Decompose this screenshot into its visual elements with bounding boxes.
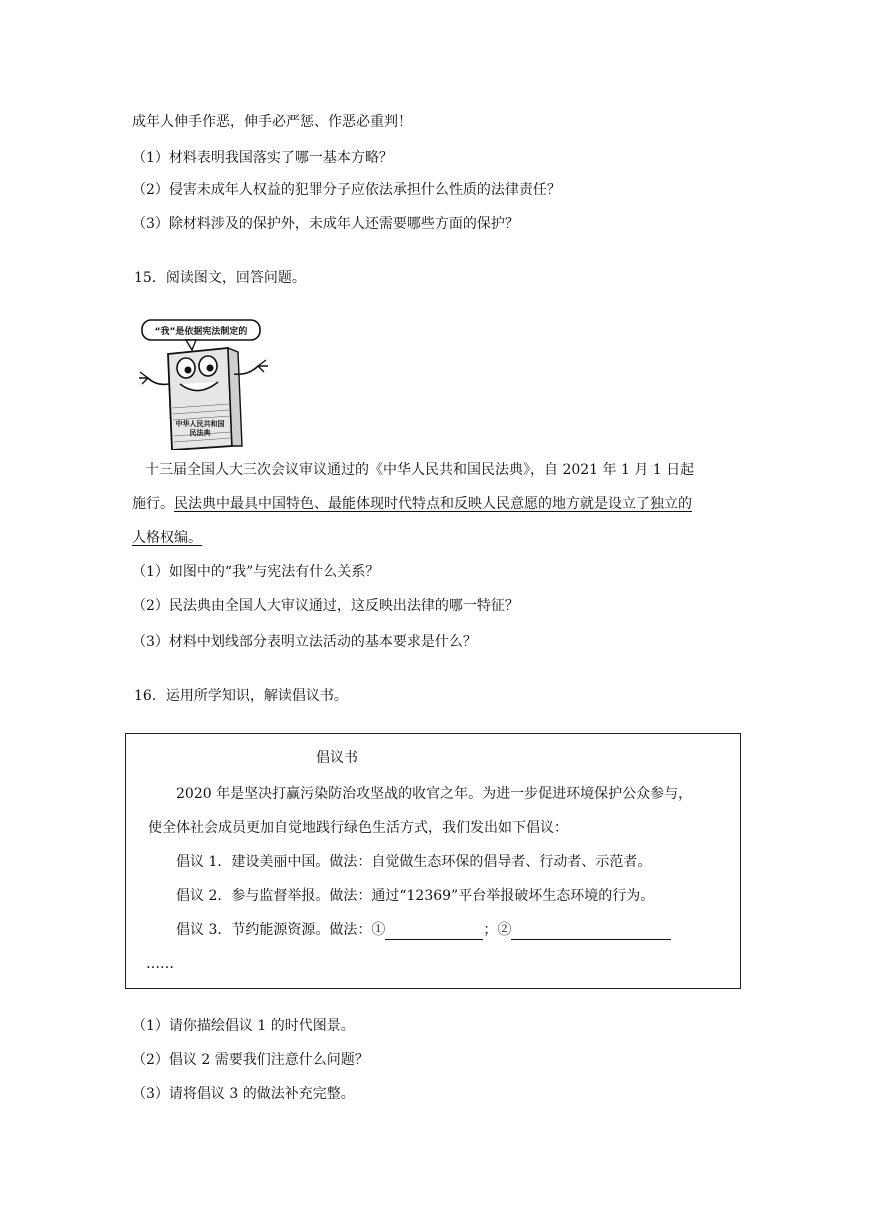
q15-question-2: （2）民法典由全国人大审议通过，这反映出法律的哪一特征？ bbox=[132, 598, 519, 614]
q14-question-1: （1）材料表明我国落实了哪一基本方略？ bbox=[132, 150, 393, 166]
proposal-box bbox=[125, 733, 741, 989]
proposal-item-3-separator: ；② bbox=[483, 922, 512, 938]
q16-title: 16．运用所学知识，解读倡议书。 bbox=[134, 688, 348, 704]
proposal-paragraph-2: 使全体社会成员更加自觉地践行绿色生活方式，我们发出如下倡议： bbox=[148, 820, 568, 836]
proposal-item-3 bbox=[176, 920, 671, 940]
q16-question-3: （3）请将倡议 3 的做法补充完整。 bbox=[132, 1086, 355, 1102]
q15-question-3: （3）材料中划线部分表明立法活动的基本要求是什么？ bbox=[132, 634, 477, 650]
q14-question-3: （3）除材料涉及的保护外，未成年人还需要哪些方面的保护？ bbox=[132, 216, 519, 232]
proposal-item-2: 倡议 2．参与监督举报。做法：通过“12369”平台举报破坏生态环境的行为。 bbox=[176, 888, 655, 904]
proposal-ellipsis: …… bbox=[146, 956, 174, 972]
proposal-paragraph-1: 2020 年是坚决打赢污染防治攻坚战的收官之年。为进一步促进环境保护公众参与， bbox=[176, 786, 693, 802]
proposal-item-1: 倡议 1．建设美丽中国。做法：自觉做生态环保的倡导者、行动者、示范者。 bbox=[176, 854, 652, 870]
q16-question-2: （2）倡议 2 需要我们注意什么问题？ bbox=[132, 1052, 369, 1068]
q15-material-line-1: 十三届全国人大三次会议审议通过的《中华人民共和国民法典》，自 2021 年 1 月 1 日起 bbox=[145, 462, 695, 478]
proposal-heading: 倡议书 bbox=[316, 750, 358, 766]
answer-blank-2[interactable] bbox=[511, 923, 671, 940]
proposal-item-3-prefix: 倡议 3．节约能源资源。做法：① bbox=[176, 922, 386, 938]
answer-blank-1[interactable] bbox=[385, 923, 483, 940]
q15-underlined-text: 民法典中最具中国特色、最能体现时代特点和反映人民意愿的地方就是设立了独立的 bbox=[174, 496, 692, 512]
q15-material-text: 施行。 bbox=[132, 496, 174, 512]
q16-question-1: （1）请你描绘倡议 1 的时代图景。 bbox=[132, 1018, 355, 1034]
book-title-line-1: 中华人民共和国 bbox=[175, 420, 225, 428]
q15-title: 15．阅读图文，回答问题。 bbox=[134, 270, 306, 286]
book-title-line-2: 民法典 bbox=[189, 429, 211, 437]
cartoon-civil-code-book bbox=[136, 318, 276, 450]
q15-material-line-3: 人格权编。 bbox=[132, 530, 202, 546]
intro-tail-text: 成年人伸手作恶，伸手必严惩、作恶必重判！ bbox=[132, 114, 412, 130]
speech-bubble-text: “我”是依据宪法制定的 bbox=[154, 327, 248, 337]
q14-question-2: （2）侵害未成年人权益的犯罪分子应依法承担什么性质的法律责任？ bbox=[132, 182, 561, 198]
q15-material-line-2 bbox=[132, 494, 692, 514]
q15-question-1: （1）如图中的“我”与宪法有什么关系？ bbox=[132, 564, 380, 580]
